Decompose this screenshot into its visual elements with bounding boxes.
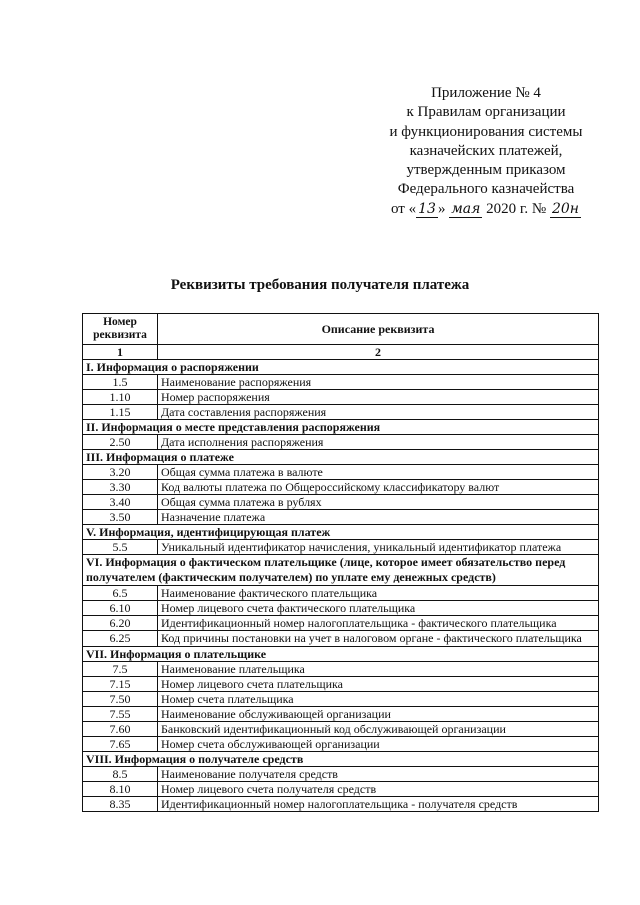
table-row	[83, 631, 599, 647]
section-header-row	[83, 420, 599, 435]
requisite-number: 1.15	[83, 405, 158, 420]
requisite-number: 7.50	[83, 692, 158, 707]
table-row	[83, 722, 599, 737]
section-title: V. Информация, идентифицирующая платеж	[83, 525, 599, 540]
table-row	[83, 375, 599, 390]
requisite-number: 3.20	[83, 465, 158, 480]
requisite-number: 3.30	[83, 480, 158, 495]
requisite-description: Дата составления распоряжения	[158, 405, 599, 420]
date-year: 2020 г. №	[486, 200, 547, 217]
section-header-row	[83, 360, 599, 375]
requisite-description: Номер лицевого счета получателя средств	[158, 782, 599, 797]
handwritten-order-number: 20н	[551, 200, 579, 217]
table-row	[83, 540, 599, 555]
table-row	[83, 737, 599, 752]
requisite-number: 1.5	[83, 375, 158, 390]
appendix-date-line	[380, 200, 592, 219]
table-row	[83, 435, 599, 450]
requisites-table	[82, 313, 599, 812]
requisite-description: Номер лицевого счета плательщика	[158, 677, 599, 692]
table-row	[83, 677, 599, 692]
requisite-number: 7.65	[83, 737, 158, 752]
section-header-row	[83, 647, 599, 662]
table-row	[83, 405, 599, 420]
requisite-number: 6.5	[83, 586, 158, 601]
requisite-description: Наименование получателя средств	[158, 767, 599, 782]
column-index-1: 1	[83, 345, 158, 360]
header-number: Номер реквизита	[83, 314, 158, 345]
table-body	[83, 345, 599, 812]
requisite-number: 6.25	[83, 631, 158, 647]
column-index-row	[83, 345, 599, 360]
section-title: III. Информация о платеже	[83, 450, 599, 465]
requisite-description: Дата исполнения распоряжения	[158, 435, 599, 450]
requisite-description: Номер лицевого счета фактического плательщика	[158, 601, 599, 616]
requisite-number: 7.55	[83, 707, 158, 722]
document-title: Реквизиты требования получателя платежа	[170, 277, 470, 293]
requisite-description: Назначение платежа	[158, 510, 599, 525]
requisite-number: 1.10	[83, 390, 158, 405]
requisite-description: Банковский идентификационный код обслуживающей организации	[158, 722, 599, 737]
requisite-description: Код причины постановки на учет в налоговом органе - фактического плательщика	[158, 631, 599, 647]
requisite-description: Наименование плательщика	[158, 662, 599, 677]
table-row	[83, 616, 599, 631]
requisite-description: Уникальный идентификатор начисления, уникальный идентификатор платежа	[158, 540, 599, 555]
table-row	[83, 510, 599, 525]
requisite-number: 6.20	[83, 616, 158, 631]
table-row	[83, 495, 599, 510]
table-row	[83, 480, 599, 495]
appendix-line-rules: к Правилам организации	[406, 104, 566, 121]
table-row	[83, 601, 599, 616]
requisite-number: 8.5	[83, 767, 158, 782]
requisite-description: Номер счета плательщика	[158, 692, 599, 707]
requisite-number: 6.10	[83, 601, 158, 616]
section-header-row	[83, 752, 599, 767]
appendix-line-payments: казначейских платежей,	[409, 142, 563, 159]
requisite-description: Наименование распоряжения	[158, 375, 599, 390]
table-row	[83, 782, 599, 797]
section-header-row	[83, 555, 599, 586]
requisite-description: Наименование фактического плательщика	[158, 586, 599, 601]
table-row	[83, 797, 599, 812]
appendix-number: Приложение № 4	[431, 85, 541, 101]
table-header-row	[83, 314, 599, 345]
table-row	[83, 465, 599, 480]
requisite-description: Идентификационный номер налогоплательщика - получателя средств	[158, 797, 599, 812]
appendix-line-treasury: Федерального казначейства	[397, 181, 575, 198]
table-row	[83, 586, 599, 601]
requisite-description: Номер распоряжения	[158, 390, 599, 405]
table-row	[83, 767, 599, 782]
section-title: VII. Информация о плательщике	[83, 647, 599, 662]
requisite-description: Идентификационный номер налогоплательщика - фактического плательщика	[158, 616, 599, 631]
section-header-row	[83, 525, 599, 540]
requisite-number: 7.15	[83, 677, 158, 692]
requisite-number: 8.35	[83, 797, 158, 812]
section-title: II. Информация о месте представления распоряжения	[83, 420, 599, 435]
requisite-number: 8.10	[83, 782, 158, 797]
table-row	[83, 662, 599, 677]
section-title: VI. Информация о фактическом плательщике (лице, которое имеет обязательство перед получателем (фактическим получателем) по уплате ему денежных средств)	[83, 555, 599, 586]
handwritten-day: 13	[418, 200, 436, 217]
date-prefix: от «	[391, 200, 417, 217]
requisite-number: 3.50	[83, 510, 158, 525]
handwritten-month: мая	[451, 200, 481, 217]
table-row	[83, 707, 599, 722]
requisite-description: Общая сумма платежа в валюте	[158, 465, 599, 480]
table-row	[83, 692, 599, 707]
requisite-number: 5.5	[83, 540, 158, 555]
appendix-line-functioning: и функционирования системы	[389, 123, 583, 140]
requisite-description: Наименование обслуживающей организации	[158, 707, 599, 722]
table-row	[83, 390, 599, 405]
header-description: Описание реквизита	[158, 314, 599, 345]
requisite-number: 7.60	[83, 722, 158, 737]
requisite-number: 3.40	[83, 495, 158, 510]
requisite-description: Код валюты платежа по Общероссийскому классификатору валют	[158, 480, 599, 495]
section-header-row	[83, 450, 599, 465]
section-title: VIII. Информация о получателе средств	[83, 752, 599, 767]
requisite-number: 2.50	[83, 435, 158, 450]
requisite-description: Номер счета обслуживающей организации	[158, 737, 599, 752]
appendix-line-approved: утвержденным приказом	[406, 162, 566, 179]
column-index-2: 2	[158, 345, 599, 360]
appendix-header	[380, 84, 592, 219]
section-title: I. Информация о распоряжении	[83, 360, 599, 375]
date-mid: »	[437, 200, 446, 217]
requisite-number: 7.5	[83, 662, 158, 677]
requisite-description: Общая сумма платежа в рублях	[158, 495, 599, 510]
